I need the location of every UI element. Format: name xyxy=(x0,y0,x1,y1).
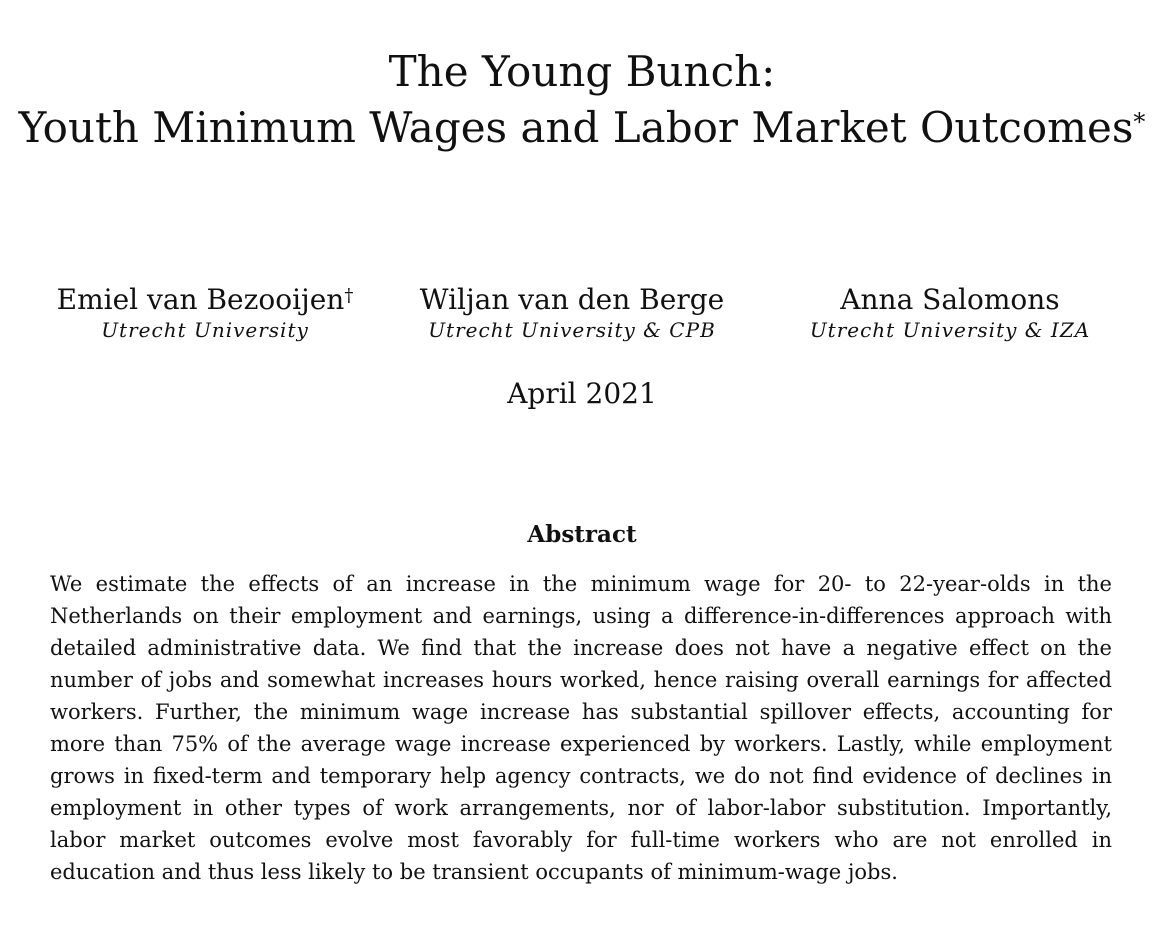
title-footnote-mark: * xyxy=(1133,108,1146,136)
title-text-1: The Young Bunch: xyxy=(388,47,776,96)
paper-title-line-1 xyxy=(0,44,1164,100)
author-affiliation: Utrecht University & IZA xyxy=(809,318,1091,342)
abstract-heading: Abstract xyxy=(527,521,637,548)
author-affiliation: Utrecht University & CPB xyxy=(428,318,716,342)
author-name-text: Emiel van Bezooijen xyxy=(56,283,345,316)
paper-title-line-2 xyxy=(0,100,1164,156)
author-block-van-den-berge xyxy=(412,282,732,342)
author-name xyxy=(55,282,355,318)
author-block-salomons xyxy=(800,282,1100,342)
title-text-2: Youth Minimum Wages and Labor Market Outcomes xyxy=(18,103,1134,152)
publication-date: April 2021 xyxy=(507,377,657,410)
author-footnote-mark: † xyxy=(344,285,354,306)
author-affiliation: Utrecht University xyxy=(101,318,309,342)
author-name: Anna Salomons xyxy=(840,283,1060,316)
author-block-bezooijen xyxy=(55,282,355,342)
author-name: Wiljan van den Berge xyxy=(419,283,725,316)
abstract-body: We estimate the effects of an increase in the minimum wage for 20- to 22-year-olds in the Netherlands on their employment and earnings, using a difference-in-differences approach with detailed administrative data. We find that the increase does not have a negative effect on the number of jobs and somewhat increases hours worked, hence raising overall earnings for affected workers. Further, the minimum wage increase has substantial spillover effects, accounting for more than 75% of the average wage increase experienced by workers. Lastly, while employment grows in fixed-term and temporary help agency contracts, we do not find evidence of declines in employment in other types of work arrangements, nor of labor-labor substitution. Importantly, labor market outcomes evolve most favorably for full-time workers who are not enrolled in education and thus less likely to be transient occupants of minimum-wage jobs. xyxy=(50,572,1112,884)
